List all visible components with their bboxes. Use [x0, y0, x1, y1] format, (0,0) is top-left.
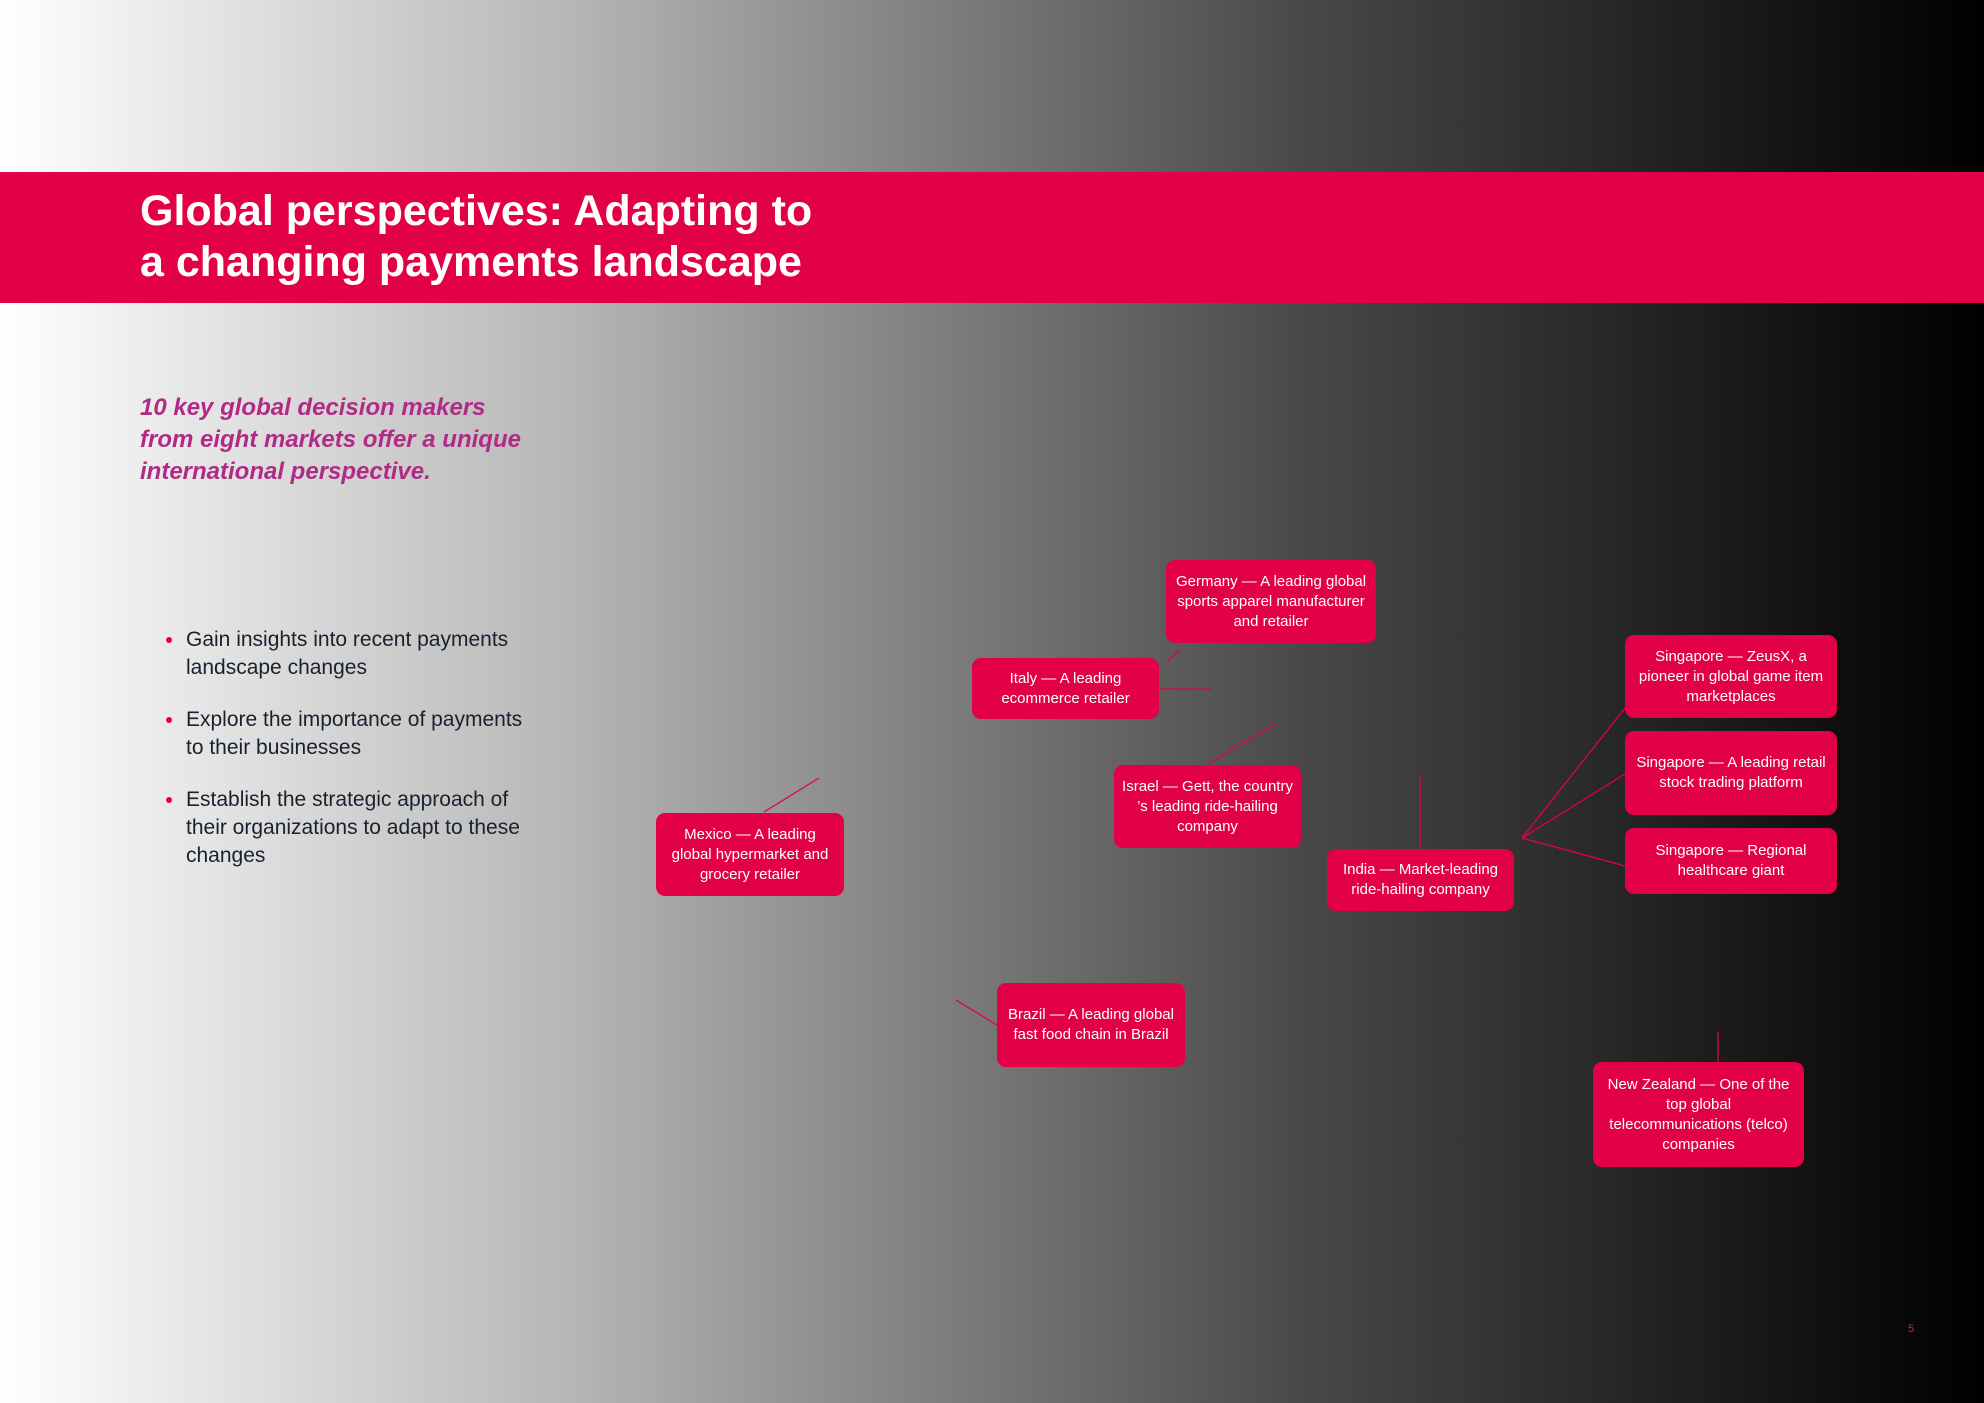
- market-box-india: [1327, 849, 1514, 911]
- connector-line-israel: [1208, 724, 1275, 764]
- market-box-singapore-2: [1625, 731, 1837, 815]
- market-box-label: India — Market-leading ride-hailing company: [1342, 861, 1499, 898]
- market-box-brazil: [997, 983, 1185, 1067]
- page-number: 5: [1908, 1323, 1915, 1335]
- market-box-label: New Zealand — One of the top global telecommunications (telco) companies: [1607, 1075, 1790, 1153]
- market-box-label: Singapore — A leading retail stock trading platform: [1636, 754, 1826, 791]
- connector-line-singapore-2: [1522, 774, 1625, 838]
- market-box-label: Italy — A leading ecommerce retailer: [1001, 669, 1130, 707]
- market-box-mexico: [656, 813, 844, 896]
- intro-statement: 10 key global decision makers from eight markets offer a unique international perspective.: [140, 394, 521, 485]
- market-box-israel: [1114, 765, 1301, 848]
- bullet-text: Gain insights into recent payments landscape changes: [186, 628, 509, 679]
- market-box-singapore-3: [1625, 828, 1837, 894]
- market-box-singapore-1: [1625, 635, 1837, 718]
- market-box-label: Mexico — A leading global hypermarket and grocery retailer: [671, 825, 829, 883]
- market-box-new-zealand: [1593, 1062, 1804, 1167]
- page-title-line-2: a changing payments landscape: [140, 238, 802, 286]
- market-box-label: Singapore — Regional healthcare giant: [1655, 842, 1807, 879]
- market-box-germany: [1166, 560, 1376, 643]
- connector-line-mexico: [764, 778, 819, 812]
- connector-line-singapore-1: [1522, 708, 1625, 838]
- connector-line-germany: [1168, 650, 1180, 661]
- bullet-text: Establish the strategic approach of their organizations to adapt to these changes: [186, 788, 520, 867]
- market-box-label: Germany — A leading global sports apparel manufacturer and retailer: [1175, 572, 1367, 630]
- market-box-label: Israel — Gett, the country ’s leading ride-hailing company: [1122, 777, 1293, 835]
- market-box-label: Brazil — A leading global fast food chain in Brazil: [1008, 1006, 1174, 1043]
- market-box-italy: [972, 658, 1159, 719]
- connector-line-singapore-3: [1522, 838, 1625, 866]
- market-box-label: Singapore — ZeusX, a pioneer in global game item marketplaces: [1638, 647, 1824, 705]
- bullet-text: Explore the importance of payments to their businesses: [186, 708, 523, 759]
- page-title-line-1: Global perspectives: Adapting to: [140, 187, 813, 235]
- connector-line-brazil: [956, 1000, 997, 1025]
